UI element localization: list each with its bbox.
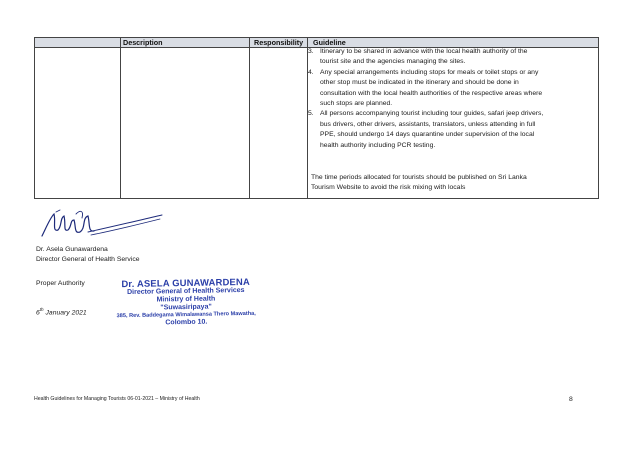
note-line: Tourism Website to avoid the risk mixing with locals [311,184,466,192]
list-item-number: 3. [308,48,314,55]
list-item [308,47,596,68]
handwritten-signature [36,206,166,246]
list-item-line: bus drivers, other drivers, assistants, translators, unless attending in full [320,120,536,128]
date-rest: January 2021 [43,309,87,317]
list-item-line: All persons accompanying tourist including tour guides, safari jeep drivers, [320,110,544,118]
guideline-note [311,173,591,194]
stamp-line: Director General of Health Services [127,286,245,297]
list-item-line: Itinerary to be shared in advance with the local health authority of the [320,48,528,55]
list-item-line: Any special arrangements including stops for meals or toilet stops or any [320,68,539,76]
column-divider [249,38,250,198]
header-guideline: Guideline [313,38,346,47]
proper-authority-label: Proper Authority [36,280,85,287]
stamp-line: "Suwasiripaya" [160,303,212,312]
signatory-name: Dr. Asela Gunawardena [36,246,108,253]
list-item-line: tourist site and the agencies managing the sites. [320,58,466,66]
guideline-table [34,37,599,199]
page-footer: Health Guidelines for Managing Tourists 06-01-2021 – Ministry of Health [34,396,200,402]
signatory-title: Director General of Health Service [36,256,140,263]
header-description: Description [123,38,163,47]
signature-date [36,305,87,317]
list-item-line: such stops are planned. [320,100,393,108]
list-item-line: PPE, should undergo 14 days quarantine under supervision of the local [320,131,535,139]
list-item-number: 5. [308,110,314,118]
date-day: 6 [36,309,40,317]
stamp-line: Colombo 10. [165,318,208,327]
list-item-line: health authority including PCR testing. [320,141,436,149]
guideline-list [308,47,596,151]
stamp-line: Dr. ASELA GUNAWARDENA [121,275,250,290]
column-divider [120,38,121,198]
stamp-line: 385, Rev. Baddegama Wimalawansa Thero Mawatha, [116,310,256,320]
list-item [308,68,596,110]
date-suffix: th [39,307,44,312]
list-item-number: 4. [308,68,314,76]
stamp-line: Ministry of Health [156,295,216,304]
official-stamp [101,277,272,329]
list-item-line: consultation with the local health authorities of the respective areas where [320,89,543,97]
header-responsibility: Responsibility [254,38,304,47]
list-item [308,109,596,151]
page-number: 8 [569,396,573,403]
list-item-line: other stop must be indicated in the itinerary and should be done in [320,79,519,87]
note-line: The time periods allocated for tourists should be published on Sri Lanka [311,174,527,181]
